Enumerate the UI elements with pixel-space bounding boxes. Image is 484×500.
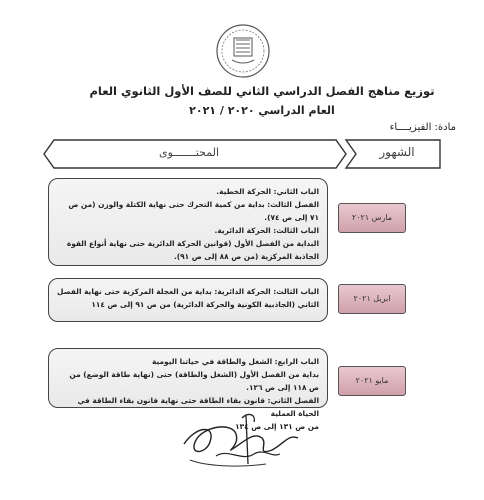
document-title: توزيع مناهج الفصل الدراسي الثاني للصف الأول الثانوي العام	[89, 84, 435, 98]
content-line: الباب الثالث: الحركة الدائرية.	[214, 226, 319, 235]
content-line: من ص ١٣١ إلى ص ١٣٤	[235, 422, 319, 431]
content-line: الباب الرابع: الشغل والطاقة في حياتنا اليومية	[151, 357, 319, 366]
content-line: الفصل الثالث: بداية من كمية التحرك حتى نهاية الكتلة والوزن (من ص ٧١ إلى ص ٧٤).	[68, 200, 319, 222]
month-badge-march: مارس ٢٠٢١	[338, 203, 406, 233]
header-months-label: الشهور	[379, 145, 415, 159]
month-badge-may: مايو ٢٠٢١	[338, 366, 406, 396]
ministry-logo	[214, 22, 272, 80]
content-line: بداية من الفصل الأول (الشغل والطاقة) حتى (نهاية طاقة الوضع) من ص ١١٨ إلى ص ١٢٦.	[69, 370, 319, 392]
content-box-may	[48, 348, 328, 431]
content-line: البداية من الفصل الأول (قوانين الحركة الدائرية حتى نهاية أنواع القوة الجاذبة المركزية (من ص ٨٨ إلى ص ٩١).	[66, 239, 319, 261]
header-content-label: المحتـــــــوى	[158, 146, 220, 159]
content-line: الباب الثالث: الحركة الدائرية: بداية من العجلة المركزية حتى نهاية الفصل الثاني (الجاذبية الكونية والحركة الدائرية) من ص ٩١ إلى ص ١١٤	[56, 287, 319, 309]
content-line: الفصل الثاني: قانون بقاء الطاقة حتى نهاية قانون بقاء الطاقة في الحياة العملية	[77, 396, 319, 418]
subject-label: مادة: الفيزيــــاء	[389, 122, 456, 133]
academic-year: العام الدراسي ٢٠٢٠ / ٢٠٢١	[189, 104, 335, 117]
content-box-march	[48, 178, 328, 266]
content-box-april	[48, 278, 328, 322]
handwritten-signature	[176, 404, 306, 474]
month-badge-april: ابريل ٢٠٢١	[338, 284, 406, 314]
content-line: الباب الثاني: الحركة الخطية.	[216, 187, 319, 196]
